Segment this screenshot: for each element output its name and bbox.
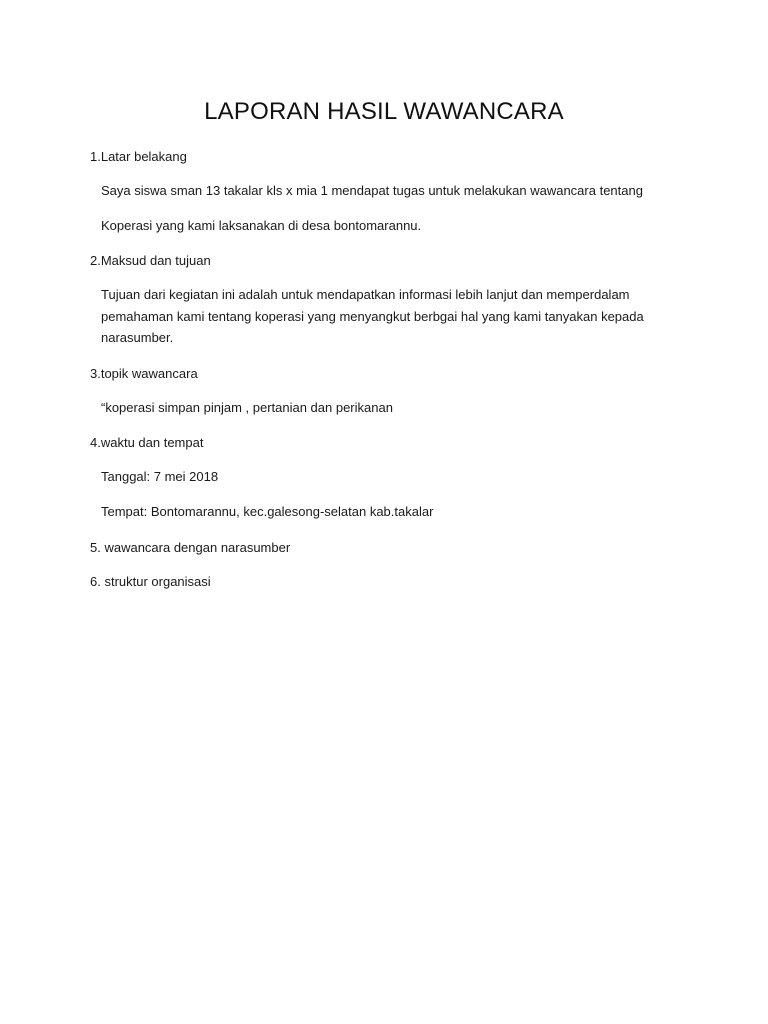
maksud-tujuan-paragraph <box>101 284 691 349</box>
section-heading-wawancara-narasumber: 5. wawancara dengan narasumber <box>90 540 291 555</box>
latar-belakang-line-1: Saya siswa sman 13 takalar kls x mia 1 mendapat tugas untuk melakukan wawancara tentang <box>101 183 643 198</box>
section-heading-struktur-organisasi: 6. struktur organisasi <box>90 574 211 589</box>
maksud-tujuan-line-2: pemahaman kami tentang koperasi yang menyangkut berbgai hal yang kami tanyakan kepada <box>101 308 644 324</box>
waktu-tanggal-line: Tanggal: 7 mei 2018 <box>101 469 219 484</box>
maksud-tujuan-line-1: Tujuan dari kegiatan ini adalah untuk mendapatkan informasi lebih lanjut dan memperdalam <box>101 287 630 302</box>
section-heading-maksud-tujuan: 2.Maksud dan tujuan <box>90 253 211 268</box>
waktu-tempat-line: Tempat: Bontomarannu, kec.galesong-selatan kab.takalar <box>101 504 434 519</box>
section-heading-latar-belakang: 1.Latar belakang <box>90 149 187 164</box>
maksud-tujuan-line-3: narasumber. <box>101 330 174 345</box>
section-heading-waktu-tempat: 4.waktu dan tempat <box>90 435 204 450</box>
section-heading-topik-wawancara: 3.topik wawancara <box>90 366 198 381</box>
document-title: LAPORAN HASIL WAWANCARA <box>204 98 564 125</box>
latar-belakang-line-2: Koperasi yang kami laksanakan di desa bontomarannu. <box>101 218 422 233</box>
topik-wawancara-line-1: “koperasi simpan pinjam , pertanian dan perikanan <box>101 400 393 415</box>
